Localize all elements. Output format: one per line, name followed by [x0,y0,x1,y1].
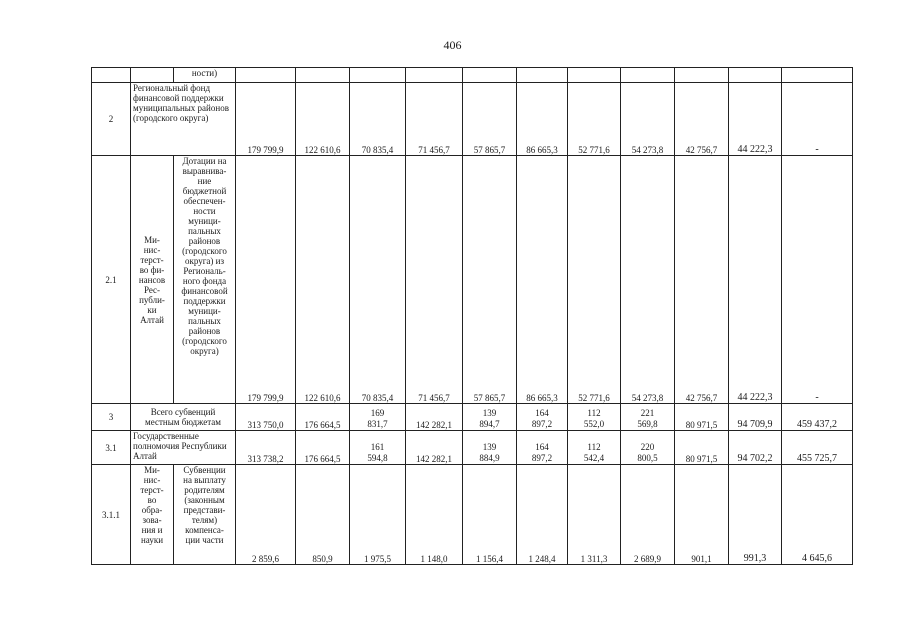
value-cell: 1 156,4 [463,465,517,565]
value-cell: 1 975,5 [350,465,406,565]
value-cell: 42 756,7 [675,156,729,404]
value-cell: 94 702,2 [729,431,782,465]
value-cell: 54 273,8 [621,156,675,404]
row-item-name: Региональный фонд финансовой поддержки муниципальных районов (городского округа) [131,83,236,156]
table-row-3-1 [92,431,853,465]
row-ministry: Ми- нис- терст- во фи- нансов Рес- публи- ки Алтай [131,156,174,404]
value-cell: 86 665,3 [517,83,568,156]
value-cell: 161 594,8 [350,431,406,465]
row-item-name: Всего субвенций местным бюджетам [131,404,236,431]
value-cell: 164 897,2 [517,431,568,465]
value-cell [296,68,350,83]
value-cell: 112 542,4 [568,431,621,465]
value-cell: - [782,83,853,156]
value-cell: 176 664,5 [296,431,350,465]
value-cell: 901,1 [675,465,729,565]
table-row-2 [92,83,853,156]
value-cell: 70 835,4 [350,83,406,156]
value-cell: 313 738,2 [236,431,296,465]
table-row-3 [92,404,853,431]
value-cell: 122 610,6 [296,156,350,404]
row-number: 2 [92,83,131,156]
value-cell: 139 894,7 [463,404,517,431]
value-cell: 44 222,3 [729,83,782,156]
value-cell [568,68,621,83]
value-cell: 164 897,2 [517,404,568,431]
value-cell: 54 273,8 [621,83,675,156]
value-cell: 459 437,2 [782,404,853,431]
value-cell: 991,3 [729,465,782,565]
value-cell: 169 831,7 [350,404,406,431]
value-cell [675,68,729,83]
value-cell: 850,9 [296,465,350,565]
value-cell [729,68,782,83]
value-cell: 142 282,1 [406,404,463,431]
value-cell: 71 456,7 [406,156,463,404]
value-cell: 4 645,6 [782,465,853,565]
value-cell: 221 569,8 [621,404,675,431]
value-cell: 139 884,9 [463,431,517,465]
table-row-continuation [92,68,853,83]
value-cell: 122 610,6 [296,83,350,156]
value-cell: 57 865,7 [463,156,517,404]
page-number: 406 [443,38,462,52]
row-number: 3 [92,404,131,431]
value-cell: 70 835,4 [350,156,406,404]
value-cell: 80 971,5 [675,404,729,431]
value-cell [517,68,568,83]
value-cell: 455 725,7 [782,431,853,465]
value-cell: 1 248,4 [517,465,568,565]
row-number [92,68,131,83]
value-cell: 86 665,3 [517,156,568,404]
row-item-name: Дотации на выравнива- ние бюджетной обеспечен- ности муници- пальных районов (городского округа) из Региональ- ного фонда финансовой поддержки муници- пальных районов (городского округа) [174,156,236,404]
value-cell: 42 756,7 [675,83,729,156]
row-number: 3.1.1 [92,465,131,565]
value-cell [350,68,406,83]
value-cell: 112 552,0 [568,404,621,431]
row-number: 3.1 [92,431,131,465]
value-cell: 52 771,6 [568,83,621,156]
value-cell: 1 311,3 [568,465,621,565]
value-cell: 179 799,9 [236,156,296,404]
value-cell: - [782,156,853,404]
value-cell: 220 800,5 [621,431,675,465]
table-row-2-1 [92,156,853,404]
value-cell [621,68,675,83]
value-cell: 94 709,9 [729,404,782,431]
row-number: 2.1 [92,156,131,404]
value-cell: 2 859,6 [236,465,296,565]
value-cell: 71 456,7 [406,83,463,156]
value-cell: 313 750,0 [236,404,296,431]
value-cell: 57 865,7 [463,83,517,156]
row-ministry [131,68,174,83]
value-cell: 1 148,0 [406,465,463,565]
row-item-name: Государственные полномочия Республики Алтай [131,431,236,465]
value-cell: 142 282,1 [406,431,463,465]
value-cell: 52 771,6 [568,156,621,404]
value-cell [406,68,463,83]
row-item-name: ности) [174,68,236,83]
value-cell: 176 664,5 [296,404,350,431]
value-cell [463,68,517,83]
value-cell [782,68,853,83]
value-cell: 2 689,9 [621,465,675,565]
value-cell [236,68,296,83]
value-cell: 44 222,3 [729,156,782,404]
value-cell: 80 971,5 [675,431,729,465]
table-row-3-1-1 [92,465,853,565]
budget-table [91,67,853,565]
row-ministry: Ми- нис- терст- во обра- зова- ния и науки [131,465,174,565]
row-item-name: Субвенции на выплату родителям (законным представи- телям) компенса- ции части [174,465,236,565]
value-cell: 179 799,9 [236,83,296,156]
